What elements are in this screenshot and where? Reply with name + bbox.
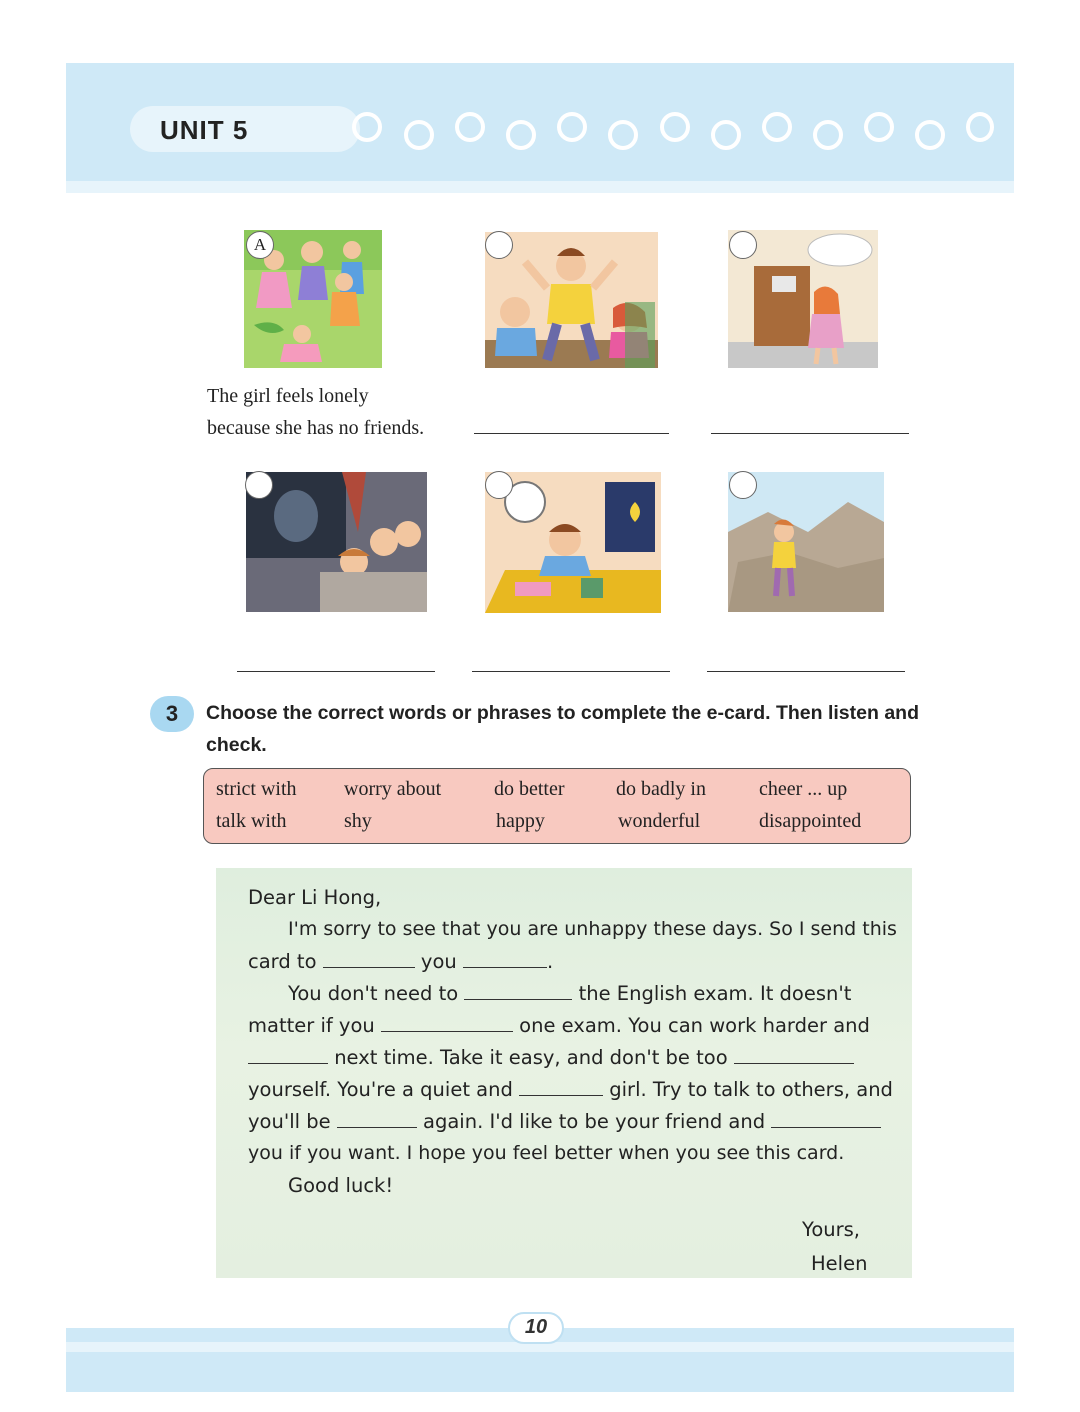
answer-line-4[interactable] — [237, 671, 435, 672]
word-option: worry about — [344, 778, 442, 800]
card-closing: Yours, — [802, 1218, 860, 1241]
card-signature: Helen — [811, 1252, 868, 1275]
answer-circle-1: A — [246, 231, 274, 259]
exercise-instruction: Choose the correct words or phrases to complete the e-card. Then listen and check. — [206, 702, 919, 756]
blank-3[interactable] — [464, 982, 572, 1000]
word-option: do better — [494, 778, 565, 800]
answer-line-3[interactable] — [711, 433, 909, 434]
blank-2[interactable] — [463, 950, 547, 968]
exercise-number: 3 — [150, 696, 194, 732]
card-good-luck: Good luck! — [288, 1174, 394, 1197]
word-option: happy — [496, 810, 545, 832]
picture-angry-boy — [485, 232, 658, 368]
unit-title: UNIT 5 — [160, 115, 249, 145]
blank-6[interactable] — [734, 1046, 854, 1064]
word-option: cheer ... up — [759, 778, 848, 800]
word-option: disappointed — [759, 810, 862, 832]
card-line-7: you'll be again. I'd like to be your friend and — [248, 1110, 881, 1133]
answer-circle-2[interactable] — [485, 231, 513, 259]
answer-circle-3[interactable] — [729, 231, 757, 259]
blank-9[interactable] — [771, 1110, 881, 1128]
picture-scary-movie — [246, 472, 427, 612]
blank-4[interactable] — [381, 1014, 513, 1032]
card-line-4: matter if you one exam. You can work harder and — [248, 1014, 870, 1037]
answer-circle-6[interactable] — [729, 471, 757, 499]
word-option: strict with — [216, 778, 297, 800]
page-number: 10 — [524, 1316, 548, 1338]
card-line-6: yourself. You're a quiet and girl. Try to talk to others, and — [248, 1078, 893, 1101]
blank-5[interactable] — [248, 1046, 328, 1064]
answer-line-2[interactable] — [474, 433, 669, 434]
word-option: wonderful — [618, 810, 701, 832]
word-option: shy — [344, 810, 372, 832]
example-answer: The girl feels lonely because she has no friends. — [207, 385, 425, 439]
picture-tired-boy — [485, 472, 661, 613]
answer-circle-4[interactable] — [245, 471, 273, 499]
answer-line-5[interactable] — [472, 671, 670, 672]
card-line-1: I'm sorry to see that you are unhappy these days. So I send this — [288, 918, 897, 940]
card-greeting: Dear Li Hong, — [248, 886, 382, 909]
answer-circle-5[interactable] — [485, 471, 513, 499]
answer-line-6[interactable] — [707, 671, 905, 672]
blank-8[interactable] — [337, 1110, 417, 1128]
card-line-3: You don't need to the English exam. It doesn't — [288, 982, 852, 1005]
card-line-2: card to you . — [248, 950, 554, 973]
card-line-5: next time. Take it easy, and don't be too — [248, 1046, 854, 1069]
blank-1[interactable] — [323, 950, 415, 968]
blank-7[interactable] — [519, 1078, 603, 1096]
word-option: talk with — [216, 810, 287, 832]
word-option: do badly in — [616, 778, 706, 800]
card-line-8: you if you want. I hope you feel better when you see this card. — [248, 1142, 845, 1164]
